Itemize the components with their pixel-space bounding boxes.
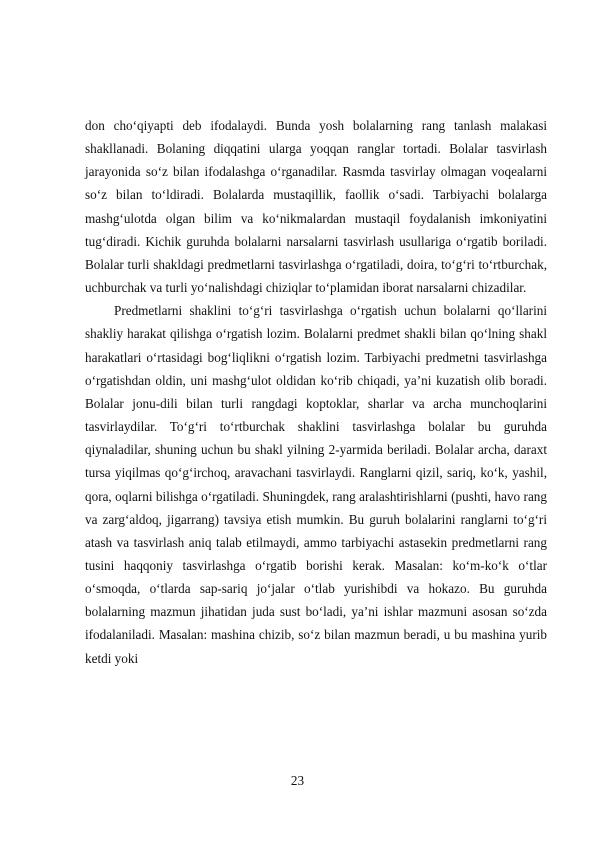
- body-text: [85, 114, 547, 670]
- paragraph-2: Predmetlarni shaklini to‘g‘ri tasvirlashga o‘rgatish uchun bolalarni qo‘llarini shakliy harakat qilishga o‘rgatish lozim. Bolalarni predmet shakli bilan qo‘lning shakl harakatlari o‘rtasidagi bog‘liqlikni o‘rgatish lozim. Tarbiyachi predmetni tasvirlashga o‘rgatishdan oldin, uni mashg‘ulot oldidan ko‘rib chiqadi, ya’ni kuzatish olib boradi. Bolalar jonu-dili bilan turli rangdagi koptoklar, sharlar va archa munchoqlarini tasvirlaydilar. To‘g‘ri to‘rtburchak shaklini tasvirlashga bolalar bu guruhda qiynaladilar, shuning uchun bu shakl yilning 2-yarmida beriladi. Bolalar archa, daraxt tursa yiqilmas qo‘g‘irchoq, aravachani tasvirlaydi. Ranglarni qizil, sariq, ko‘k, yashil, qora, oqlarni bilishga o‘rgatiladi. Shuningdek, rang aralashtirishlarni (pushti, havo rang va zarg‘aldoq, jigarrang) tavsiya etish mumkin. Bu guruh bolalarini ranglarni to‘g‘ri atash va tasvirlash aniq talab etilmaydi, ammo tarbiyachi astasekin predmetlarni rang tusini haqqoniy tasvirlashga o‘rgatib borishi kerak. Masalan: ko‘m-ko‘k o‘tlar o‘smoqda, o‘tlarda sap-sariq jo‘jalar o‘tlab yurishibdi va hokazo. Bu guruhda bolalarning mazmun jihatidan juda sust bo‘ladi, ya’ni ishlar mazmuni asosan so‘zda ifodalaniladi. Masalan: mashina chizib, so‘z bilan mazmun beradi, u bu mashina yurib ketdi yoki: [85, 303, 547, 666]
- page-number: 23: [290, 773, 305, 788]
- paragraph-1: don cho‘qiyapti deb ifodalaydi. Bunda yosh bolalarning rang tanlash malakasi shakllanadi. Bolaning diqqatini ularga yoqqan ranglar tortadi. Bolalar tasvirlash jarayonida so‘z bilan ifodalashga o‘rganadilar. Rasmda tasvirlay olmagan voqealarni so‘z bilan to‘ldiradi. Bolalarda mustaqillik, faollik o‘sadi. Tarbiyachi bolalarga mashg‘ulotda olgan bilim va ko‘nikmalardan mustaqil foydalanish imkoniyatini tug‘diradi. Kichik guruhda bolalarni narsalarni tasvirlash usullariga o‘rgatib boriladi. Bolalar turli shakldagi predmetlarni tasvirlashga o‘rgatiladi, doira, to‘g‘ri to‘rtburchak, uchburchak va turli yo‘nalishdagi chiziqlar to‘plamidan iborat narsalarni chizadilar.: [85, 118, 547, 296]
